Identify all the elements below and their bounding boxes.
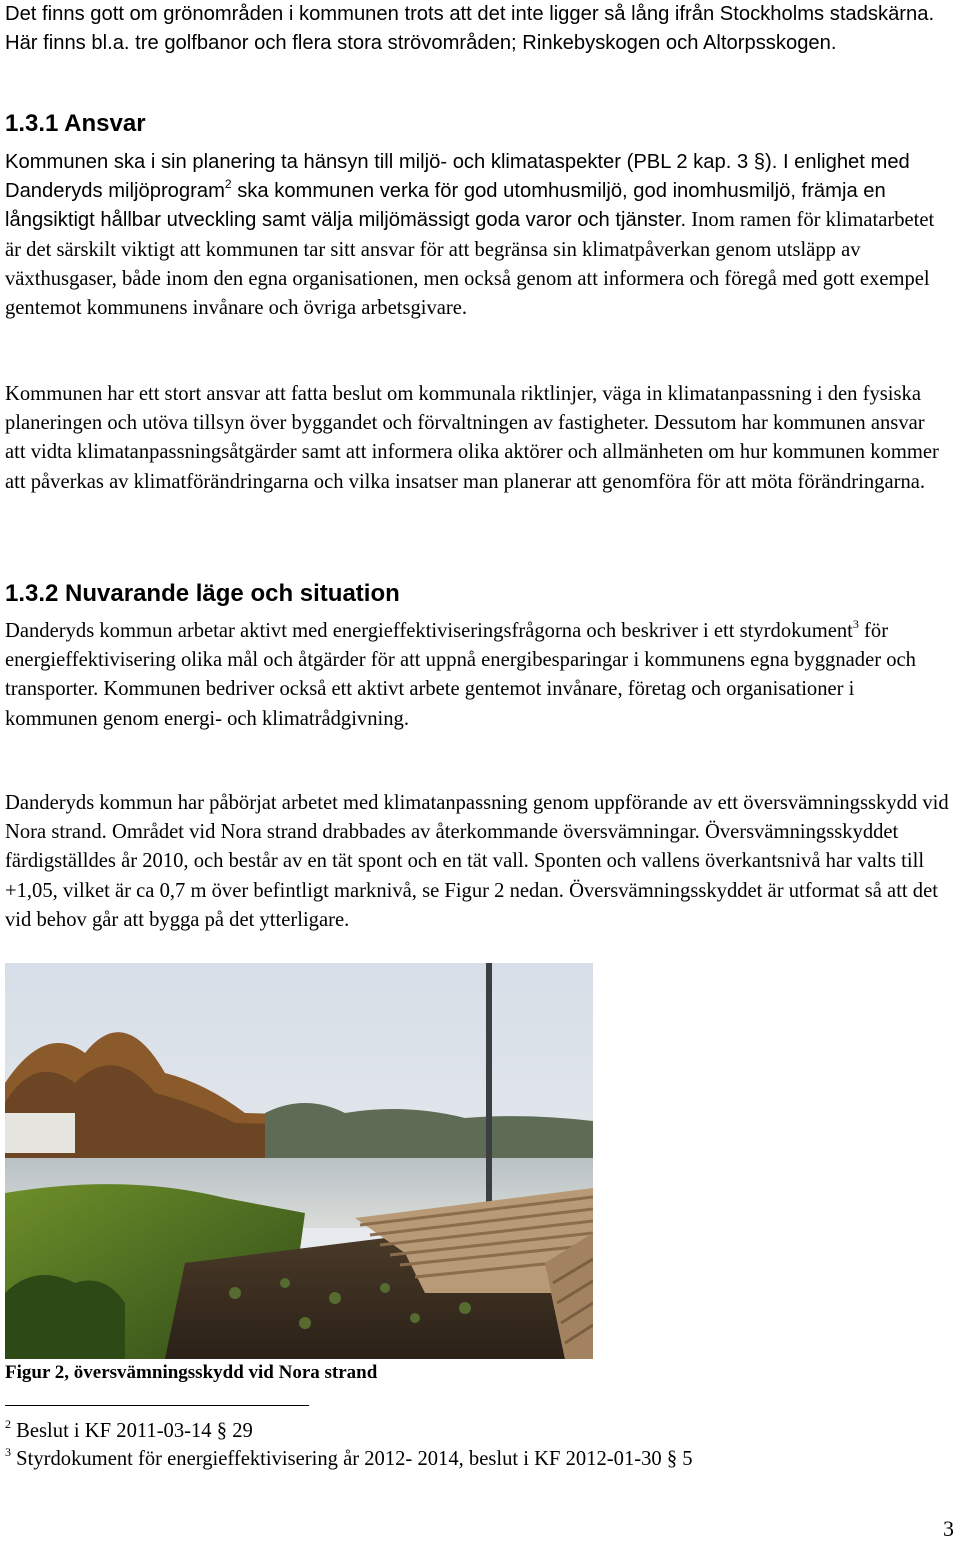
ansvar-paragraph-1	[5, 148, 950, 323]
ansvar-paragraph-2: Kommunen har ett stort ansvar att fatta beslut om kommunala riktlinjer, väga in klimatanpassning i den fysiska planeringen och utöva tillsyn över byggandet och förvaltningen av fastigheter. Dessutom har kommunen ansvar att vidta klimatanpassningsåtgärder samt att informera olika aktörer och allmänheten om hur kommunen kommer att påverkas av klimatförändringarna och vilka insatser man planerar att genomföra för att möta förändringarna.	[5, 383, 939, 493]
ansvar-p1-part-c: ska kommunen verka för god utomhusmiljö, god inomhusmiljö, främja en långsiktigt hållbar utveckling samt välja miljömässigt goda varor och tjänster.	[5, 180, 886, 232]
footnote-ref-2: 2	[224, 177, 232, 192]
paragraph-sign: §	[753, 151, 766, 173]
nuvarande-paragraph-2: Danderyds kommun har påbörjat arbetet med klimatanpassning genom uppförande av ett översvämningsskydd vid Nora strand. Området vid Nora strand drabbades av återkommande översvämningar. Översvämningsskyddet färdigställdes år 2010, och består av en tät spont och en tät vall. Sponten och vallens överkantsnivå har valts till +1,05, vilket är ca 0,7 m över befintligt marknivå, se Figur 2 nedan. Översvämningsskyddet är utformat så att det vid behov går att bygga på det ytterligare.	[5, 792, 949, 931]
footnote-text: Beslut i KF 2011-03-14	[16, 1420, 212, 1442]
intro-paragraph: Det finns gott om grönområden i kommunen trots att det inte ligger så lång ifrån Stockholms stadskärna. Här finns bl.a. tre golfbanor och flera stora strövområden; Rinkebyskogen och Altorpsskogen.	[5, 3, 935, 55]
paragraph-sign: §	[216, 1420, 228, 1442]
footnote-tail: 5	[677, 1448, 693, 1470]
footnote-3	[5, 1445, 693, 1473]
nuvarande-p1-part-b: för energieffektivisering olika mål och åtgärder för att uppnå energibesparingar i kommunens egna byggnader och transporter. Kommunen bedriver också ett aktivt arbete gentemot invånare, företag och organisationer i kommunen genom energi- och klimatrådgivning.	[5, 620, 916, 730]
figure-photo-nora-strand	[5, 963, 593, 1359]
footnote-text: Styrdokument för energieffektivisering år 2012- 2014, beslut i KF 2012-01-30	[16, 1448, 662, 1470]
nuvarande-p1-part-a: Danderyds kommun arbetar aktivt med energieffektiviseringsfrågorna och beskriver i ett styrdokument	[5, 620, 853, 642]
footnote-ref-3: 3	[852, 617, 859, 631]
footnote-separator	[5, 1405, 309, 1406]
section-heading-ansvar: 1.3.1 Ansvar	[5, 110, 146, 137]
footnote-number: 3	[5, 1445, 11, 1459]
footnote-tail: 29	[227, 1420, 253, 1442]
photo-illustration	[5, 963, 593, 1359]
section-heading-nuvarande-lage: 1.3.2 Nuvarande läge och situation	[5, 580, 400, 607]
nuvarande-paragraph-1	[5, 617, 950, 734]
ansvar-p1-part-b: ). I enlighet med Danderyds miljöprogram	[5, 151, 910, 203]
footnote-number: 2	[5, 1417, 11, 1431]
page-number: 3	[943, 1516, 954, 1541]
ansvar-p1-part-d: Inom ramen för klimatarbetet är det särskilt viktigt att kommunen tar sitt ansvar för att begränsa sin klimatpåverkan genom utsläpp av växthusgaser, både inom den egna organisationen, men också genom att informera och föregå med gott exempel gentemot kommunens invånare och övriga arbetsgivare.	[5, 209, 935, 320]
figure-caption: Figur 2, översvämningsskydd vid Nora strand	[5, 1362, 378, 1383]
footnote-2	[5, 1417, 253, 1445]
paragraph-sign: §	[666, 1448, 678, 1470]
ansvar-p1-part-a: Kommunen ska i sin planering ta hänsyn till miljö- och klimataspekter (PBL 2 kap. 3	[5, 151, 749, 173]
